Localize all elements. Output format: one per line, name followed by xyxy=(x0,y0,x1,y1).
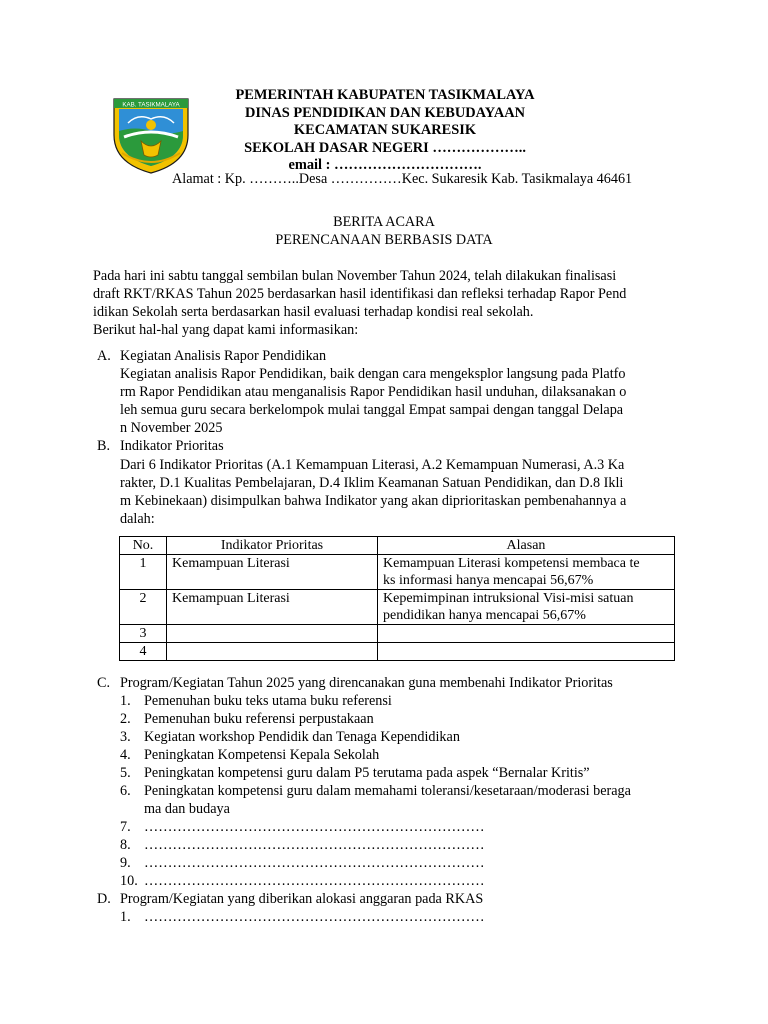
col-header-no: No. xyxy=(120,537,167,555)
section-d-heading: Program/Kegiatan yang diberikan alokasi anggaran pada RKAS xyxy=(120,891,484,907)
section-b-text: m Kebinekaan) disimpulkan bahwa Indikator yang akan diprioritaskan pembenahannya a xyxy=(120,493,627,509)
section-b-text: Dari 6 Indikator Prioritas (A.1 Kemampuan Literasi, A.2 Kemampuan Numerasi, A.3 Ka xyxy=(120,457,625,473)
col-header-alasan: Alasan xyxy=(378,537,675,555)
emblem-text: KAB. TASIKMALAYA xyxy=(122,101,180,109)
list-item-number: 1. xyxy=(120,909,131,925)
list-item-continuation: ma dan budaya xyxy=(144,801,230,817)
section-c-heading: Program/Kegiatan Tahun 2025 yang direncanakan guna membenahi Indikator Prioritas xyxy=(120,675,613,691)
letterhead-government: PEMERINTAH KABUPATEN TASIKMALAYA xyxy=(235,87,535,103)
list-item: ……………………………………………………………… xyxy=(144,855,485,871)
intro-line: draft RKT/RKAS Tahun 2025 berdasarkan hasil identifikasi dan refleksi terhadap Rapor Pend xyxy=(93,286,627,302)
letterhead-department: DINAS PENDIDIKAN DAN KEBUDAYAAN xyxy=(245,104,525,121)
cell-indikator xyxy=(167,643,378,661)
list-item: Kegiatan workshop Pendidik dan Tenaga Kependidikan xyxy=(144,729,460,745)
section-a-text: rm Rapor Pendidikan atau menganalisis Rapor Pendidikan hasil unduhan, dilaksanakan o xyxy=(120,384,627,400)
list-item-number: 9. xyxy=(120,855,131,871)
letterhead-address: Alamat : Kp. ………..Desa ……………Kec. Sukaresik Kab. Tasikmalaya 46461 xyxy=(172,171,633,187)
section-a-text: leh semua guru secara berkelompok mulai tanggal Empat sampai dengan tanggal Delapa xyxy=(120,402,624,418)
list-item-number: 2. xyxy=(120,711,131,727)
intro-line: Berikut hal-hal yang dapat kami informasikan: xyxy=(93,322,359,338)
table-row xyxy=(120,643,675,661)
list-item: Pemenuhan buku teks utama buku referensi xyxy=(144,693,392,709)
list-item: Pemenuhan buku referensi perpustakaan xyxy=(144,711,374,727)
cell-alasan xyxy=(378,625,675,643)
list-item-number: 6. xyxy=(120,783,131,799)
letterhead-email: email : …………………………. xyxy=(288,157,482,173)
section-b-label: B. xyxy=(97,438,111,454)
section-b-text: rakter, D.1 Kualitas Pembelajaran, D.4 Iklim Keamanan Satuan Pendidikan, dan D.8 Ikli xyxy=(120,475,624,491)
list-item: Peningkatan kompetensi guru dalam memahami toleransi/kesetaraan/moderasi beraga xyxy=(144,783,631,799)
section-a-heading: Kegiatan Analisis Rapor Pendidikan xyxy=(120,348,327,364)
cell-alasan xyxy=(378,555,675,590)
intro-line: Pada hari ini sabtu tanggal sembilan bulan November Tahun 2024, telah dilakukan finalisasi xyxy=(93,268,617,284)
letterhead-district: KECAMATAN SUKARESIK xyxy=(293,122,477,138)
section-a-label: A. xyxy=(97,348,111,364)
list-item-number: 3. xyxy=(120,729,131,745)
cell-no: 4 xyxy=(120,643,167,661)
list-item: ……………………………………………………………… xyxy=(144,909,485,925)
list-item-number: 10. xyxy=(120,873,138,889)
letterhead xyxy=(150,87,620,175)
cell-alasan-line: pendidikan hanya mencapai 56,67% xyxy=(383,608,586,623)
list-item-number: 4. xyxy=(120,747,131,763)
doc-title: BERITA ACARA xyxy=(333,214,435,230)
cell-alasan-line: ks informasi hanya mencapai 56,67% xyxy=(383,573,594,588)
cell-no: 1 xyxy=(120,555,167,590)
list-item-number: 5. xyxy=(120,765,131,781)
table-row xyxy=(120,555,675,590)
cell-alasan-line: Kepemimpinan intruksional Visi-misi satuan xyxy=(383,591,634,606)
col-header-indikator: Indikator Prioritas xyxy=(167,537,378,555)
cell-no: 2 xyxy=(120,590,167,625)
cell-alasan xyxy=(378,590,675,625)
section-a-text: Kegiatan analisis Rapor Pendidikan, baik dengan cara mengeksplor langsung pada Platfo xyxy=(120,366,626,382)
list-item: ……………………………………………………………… xyxy=(144,837,485,853)
list-item: Peningkatan Kompetensi Kepala Sekolah xyxy=(144,747,380,763)
letterhead-school: SEKOLAH DASAR NEGERI ……………….. xyxy=(244,139,526,156)
section-c-label: C. xyxy=(97,675,111,691)
cell-indikator: Kemampuan Literasi xyxy=(167,555,378,590)
section-b-heading: Indikator Prioritas xyxy=(120,438,224,454)
section-d-label: D. xyxy=(97,891,111,907)
list-item-number: 1. xyxy=(120,693,131,709)
table-row xyxy=(120,625,675,643)
priority-indicator-table xyxy=(119,536,675,661)
cell-no: 3 xyxy=(120,625,167,643)
table-header-row xyxy=(120,537,675,555)
list-item: Peningkatan kompetensi guru dalam P5 terutama pada aspek “Bernalar Kritis” xyxy=(144,765,590,781)
cell-alasan xyxy=(378,643,675,661)
cell-indikator: Kemampuan Literasi xyxy=(167,590,378,625)
list-item-number: 8. xyxy=(120,837,131,853)
cell-indikator xyxy=(167,625,378,643)
doc-subtitle: PERENCANAAN BERBASIS DATA xyxy=(275,232,493,248)
cell-alasan-line: Kemampuan Literasi kompetensi membaca te xyxy=(383,556,640,571)
table-row xyxy=(120,590,675,625)
list-item: ……………………………………………………………… xyxy=(144,819,485,835)
section-a-text: n November 2025 xyxy=(120,420,223,436)
list-item-number: 7. xyxy=(120,819,131,835)
intro-line: idikan Sekolah serta berdasarkan hasil evaluasi terhadap kondisi real sekolah. xyxy=(93,304,534,320)
list-item: ……………………………………………………………… xyxy=(144,873,485,889)
section-b-text: dalah: xyxy=(120,511,155,527)
